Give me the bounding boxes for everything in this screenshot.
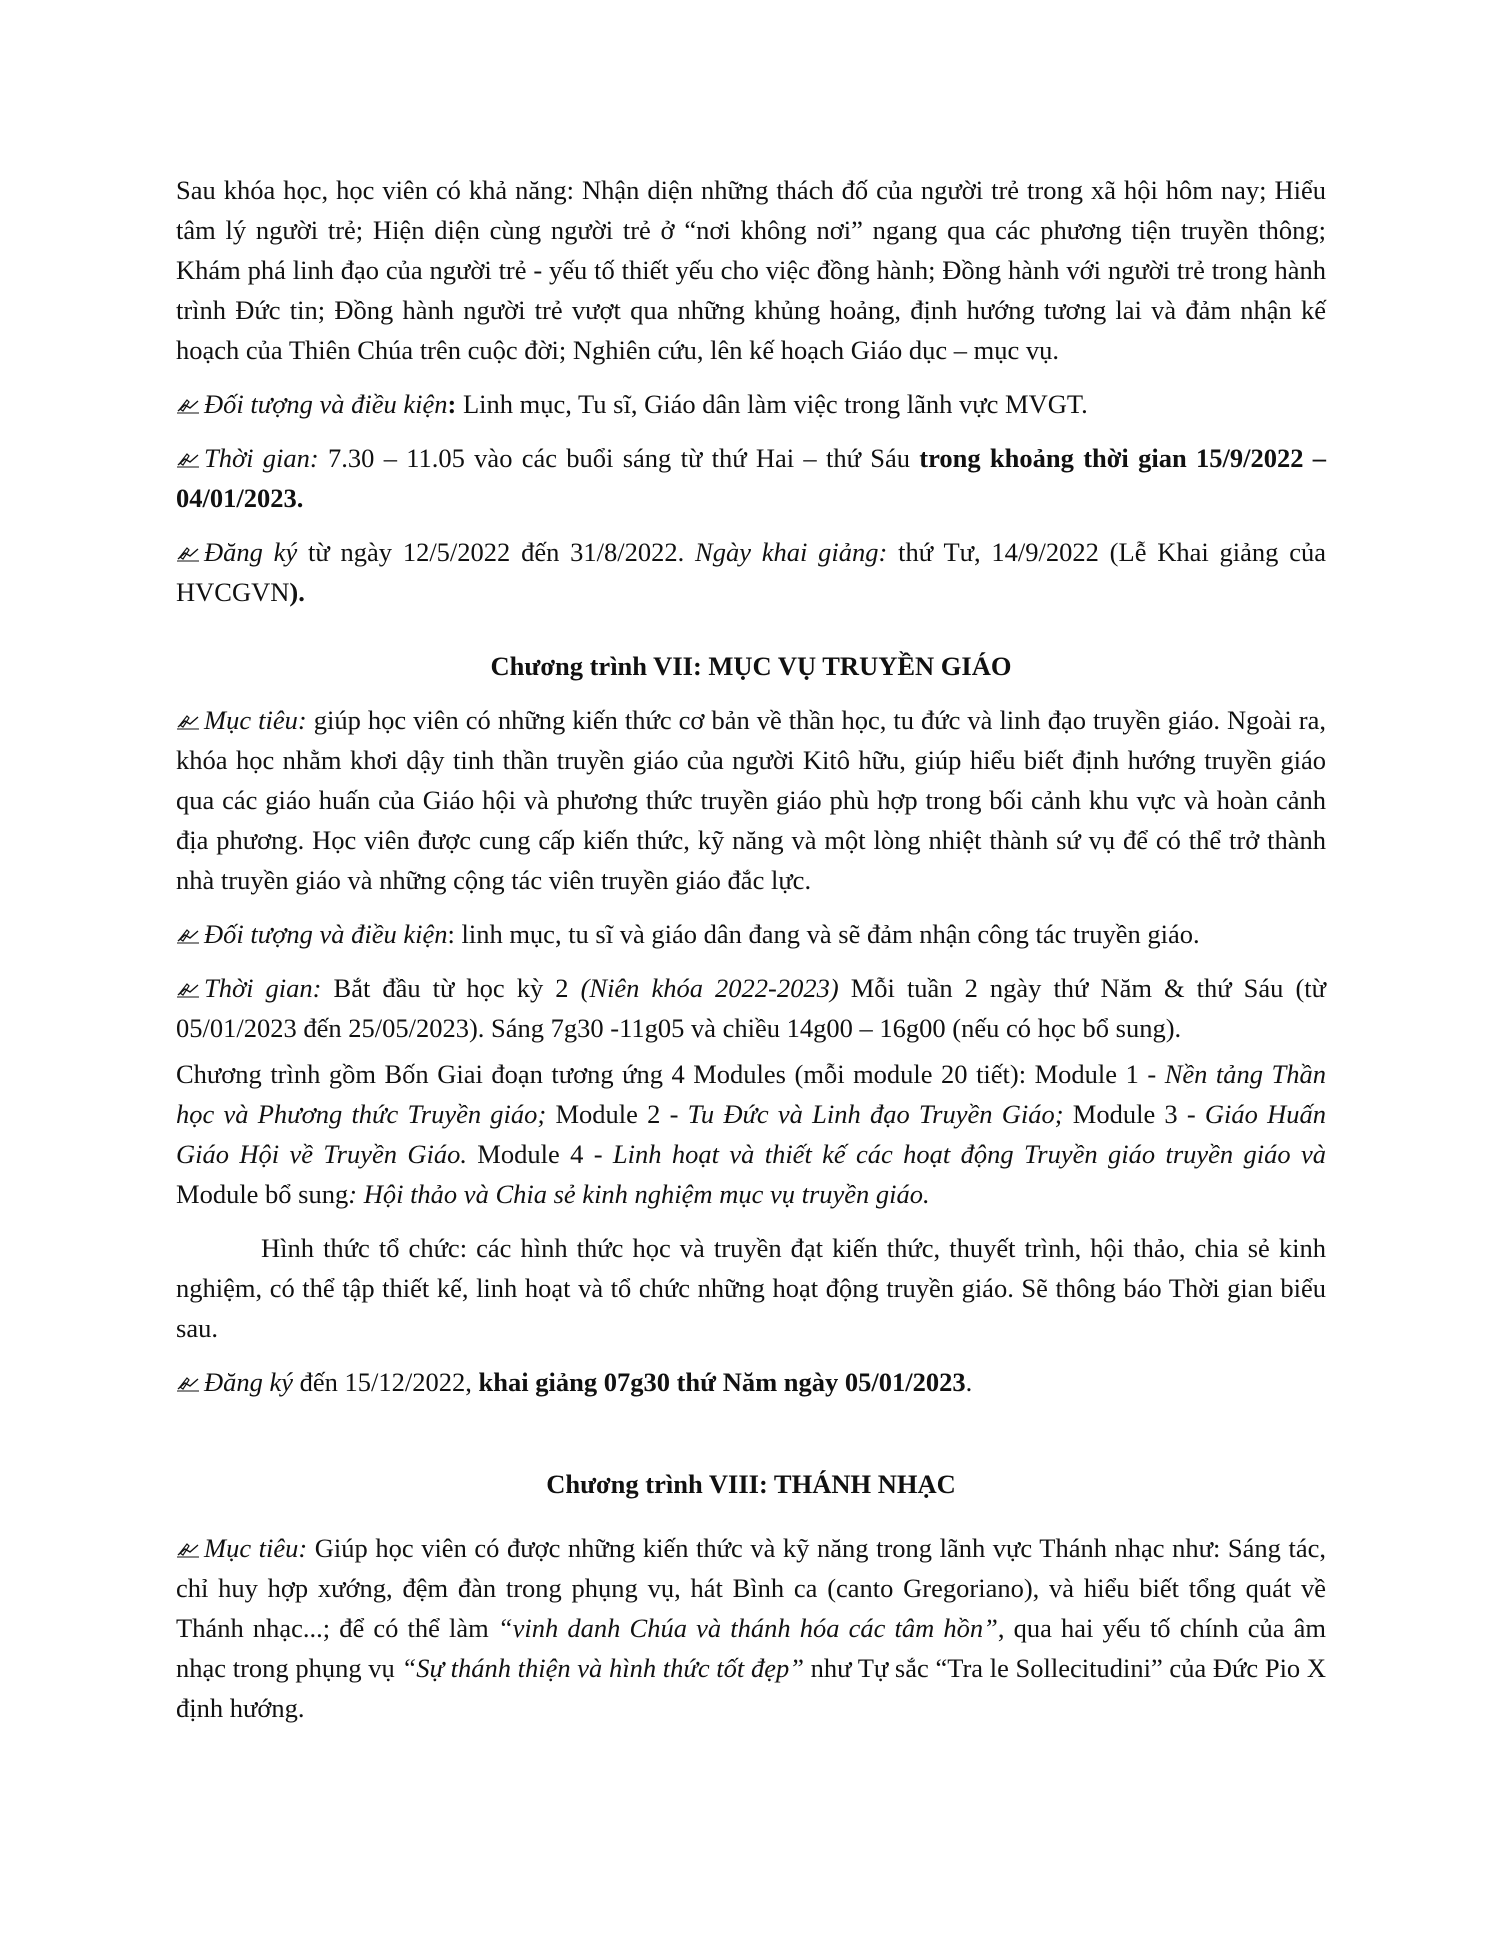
module-2-prefix: Module 2 - [546,1099,688,1129]
nien-khoa: (Niên khóa 2022-2023) [580,973,839,1003]
thoi-gian-label: Thời gian: [204,443,319,473]
prog6-thoi-gian [176,438,1326,518]
khai-giang-text: thứ Tư, 14/9/2022 (Lễ Khai giảng của HVCGVN [176,537,1326,607]
doi-tuong-text: : linh mục, tu sĩ và giáo dân đang và sẽ đảm nhận công tác truyền giáo. [447,919,1200,949]
intro-text: Sau khóa học, học viên có khả năng: Nhận diện những thách đố của người trẻ trong xã hội hôm nay; Hiểu tâm lý người trẻ; Hiện diện cùng người trẻ ở “nơi không nơi” ngang qua các phương tiện truyền thông; Khám phá linh đạo của người trẻ - yếu tố thiết yếu cho việc đồng hành; Đồng hành với người trẻ trong hành trình Đức tin; Đồng hành người trẻ vượt qua những khủng hoảng, định hướng tương lai và đảm nhận kế hoạch của Thiên Chúa trên cuộc đời; Nghiên cứu, lên kế hoạch Giáo dục – mục vụ. [176,175,1326,365]
dang-ky-label: Đăng ký [204,1367,294,1397]
dang-ky-end: . [965,1367,973,1397]
doi-tuong-colon: : [447,389,457,419]
module-3: Giáo Huấn Giáo Hội về Truyền Giáo. [176,1099,1327,1169]
writing-hand-icon [176,926,200,944]
prog6-doi-tuong [176,384,1326,424]
prog7-title: Chương trình VII: MỤC VỤ TRUYỀN GIÁO [490,651,1012,681]
prog7-muc-tieu [176,700,1326,900]
thoi-gian-text: Bắt đầu từ học kỳ 2 [321,973,581,1003]
dang-ky-label: Đăng ký [204,537,298,567]
intro-paragraph [176,170,1326,370]
module-3-prefix: Module 3 - [1063,1099,1205,1129]
modules-intro: Chương trình gồm Bốn Giai đoạn tương ứng 4 Modules (mỗi module 20 tiết): Module 1 - [176,1059,1165,1089]
module-4-prefix: Module 4 - [466,1139,613,1169]
muc-tieu-label: Mục tiêu: [204,1533,308,1563]
writing-hand-icon [176,1540,200,1558]
writing-hand-icon [176,544,200,562]
module-2: Tu Đức và Linh đạo Truyền Giáo; [687,1099,1064,1129]
muc-tieu-text-2: , qua hai yếu tố chính của âm nhạc trong phụng vụ [176,1613,1326,1683]
writing-hand-icon [176,1374,200,1392]
dang-ky-text: đến 15/12/2022, [293,1367,479,1397]
thoi-gian-detail: Mỗi tuần 2 ngày thứ Năm & thứ Sáu (từ 05/01/2023 đến 25/05/2023). Sáng 7g30 -11g05 và chiều 14g00 – 16g00 (nếu có học bổ sung). [176,973,1327,1043]
module-bo-sung: : Hội thảo và Chia sẻ kinh nghiệm mục vụ truyền giáo. [348,1179,930,1209]
muc-tieu-quote-2: “Sự thánh thiện và hình thức tốt đẹp” [401,1653,804,1683]
module-4: Linh hoạt và thiết kế các hoạt động Truyền giáo truyền giáo và [612,1139,1326,1169]
muc-tieu-text-3: như Tự sắc “Tra le Sollecitudini” của Đức Pio X định hướng. [176,1653,1326,1723]
khai-giang-bold: khai giảng 07g30 thứ Năm ngày 05/01/2023 [478,1367,966,1397]
doi-tuong-label: Đối tượng và điều kiện [204,919,448,949]
prog7-thoi-gian [176,968,1326,1048]
prog7-dang-ky [176,1362,1326,1402]
writing-hand-icon [176,450,200,468]
prog7-modules [176,1054,1326,1214]
writing-hand-icon [176,712,200,730]
prog7-doi-tuong [176,914,1326,954]
prog8-muc-tieu [176,1528,1326,1728]
muc-tieu-text: Giúp học viên có được những kiến thức và kỹ năng trong lãnh vực Thánh nhạc như: Sáng tác, chỉ huy hợp xướng, đệm đàn trong phụng vụ, hát Bình ca (canto Gregoriano), và hiểu biết tổng quát về Thánh nhạc...; để có thể làm [176,1533,1326,1643]
doi-tuong-text: Linh mục, Tu sĩ, Giáo dân làm việc trong lãnh vực MVGT. [456,389,1088,419]
doi-tuong-label: Đối tượng và điều kiện [204,389,448,419]
module-bs-prefix: Module bổ sung [176,1179,349,1209]
thoi-gian-bold: trong khoảng thời gian 15/9/2022 – 04/01/2023. [176,443,1327,513]
thoi-gian-text: 7.30 – 11.05 vào các buổi sáng từ thứ Hai – thứ Sáu [318,443,920,473]
document-page [176,170,1326,1742]
prog7-hinh-thuc: Hình thức tổ chức: các hình thức học và truyền đạt kiến thức, thuyết trình, hội thảo, chia sẻ kinh nghiệm, có thể tập thiết kế, linh hoạt và tổ chức những hoạt động truyền giáo. Sẽ thông báo Thời gian biểu sau. [176,1233,1326,1343]
muc-tieu-label: Mục tiêu: [204,705,307,735]
khai-giang-label: Ngày khai giảng: [695,537,888,567]
module-1: Nền tảng Thần học và Phương thức Truyền giáo; [176,1059,1327,1129]
writing-hand-icon [176,396,200,414]
prog6-dang-ky [176,532,1326,612]
prog8-title: Chương trình VIII: THÁNH NHẠC [546,1469,956,1499]
muc-tieu-quote-1: “vinh danh Chúa và thánh hóa các tâm hồn” [497,1613,998,1643]
writing-hand-icon [176,980,200,998]
thoi-gian-label: Thời gian: [204,973,322,1003]
dang-ky-text: từ ngày 12/5/2022 đến 31/8/2022. [297,537,696,567]
khai-giang-end: ). [289,577,305,607]
muc-tieu-text: giúp học viên có những kiến thức cơ bản về thần học, tu đức và linh đạo truyền giáo. Ngoài ra, khóa học nhằm khơi dậy tinh thần truyền giáo của người Kitô hữu, giúp hiểu biết định hướng truyền giáo qua các giáo huấn của Giáo hội và phương thức truyền giáo phù hợp trong bối cảnh khu vực và hoàn cảnh địa phương. Học viên được cung cấp kiến thức, kỹ năng và một lòng nhiệt thành sứ vụ để có thể trở thành nhà truyền giáo và những cộng tác viên truyền giáo đắc lực. [176,705,1326,895]
